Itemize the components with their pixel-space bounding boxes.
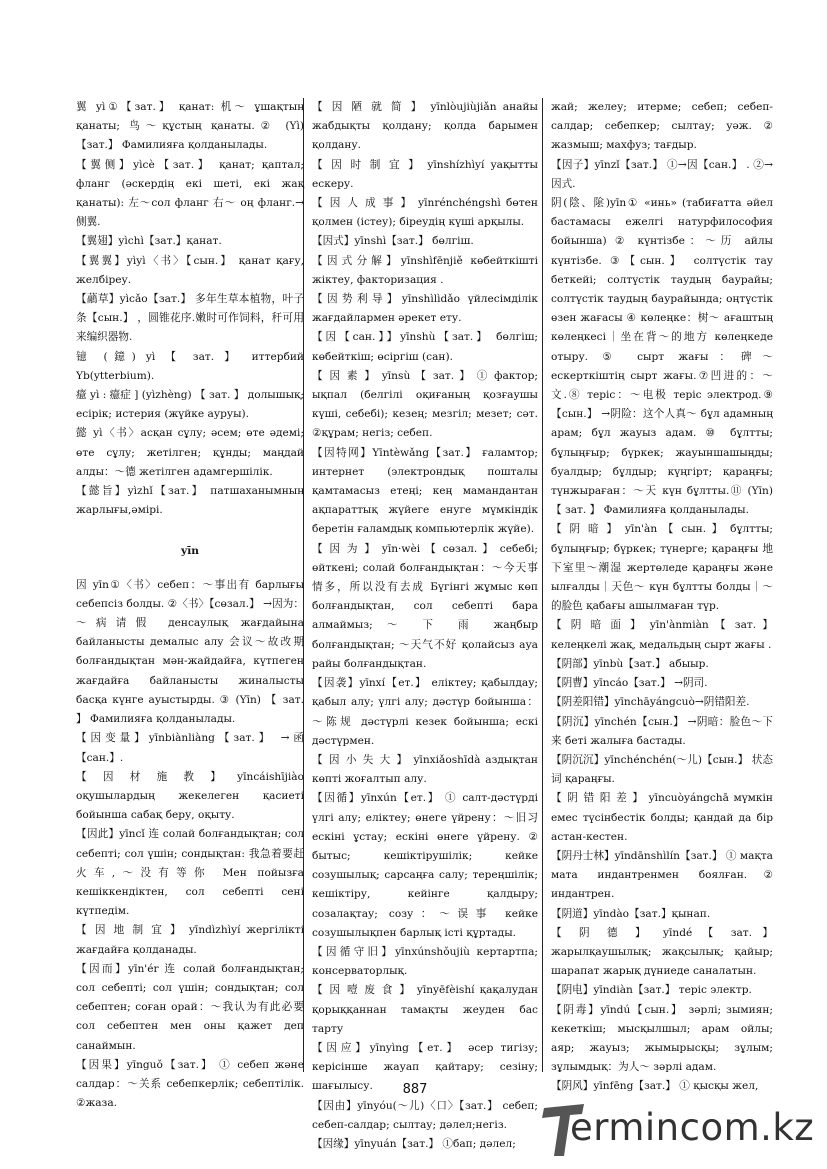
dictionary-entry: 【因式分解】yīnshìfēnjiě көбейткішті жіктеу, факторизация . — [312, 254, 538, 286]
dictionary-entry: 【 阴 暗 面 】 yīn'ànmiàn 【 зат. 】 келеңкелі жақ, медальдың сырт жағы . — [551, 619, 773, 651]
dictionary-entry: 【因袭】yīnxí【ет.】 еліктеу; қабылдау; қабыл алу; үлгі алу; дәстүр бойынша：～陈规 дәстүрлі кезек бойынша; ескі дәстүрмен. — [312, 677, 538, 747]
dictionary-entry: 【阴部】yīnbù【зат.】 абыыр. — [551, 657, 709, 670]
page-number: 887 — [402, 1082, 428, 1097]
dictionary-entry: 【阴电】yīndiàn【зат.】 теріс электр. — [551, 984, 752, 997]
dictionary-entry: 【阴道】yīndào【зат.】қынап. — [551, 907, 711, 920]
dictionary-entry: 【因而】yīn'ér 连 солай болғандықтан; сол себепті; сол үшін; сондықтан; сол себептен; соған орай：～我认为有此必要 сол себептен мен оны қажет деп санаймын. — [76, 962, 304, 1052]
dictionary-entry: 【翼翼】yìyì〈书〉【сын.】 қанат қағу, желбірeу. — [76, 254, 304, 286]
dictionary-entry: 【因特网】Yīntèwǎng【зат.】 ғаламтор; интернет (электрондық пошталы қамтамасыз етеңі; кең мамандантан ақпараттық жүйеге енуге мүмкіндік беретін ғаламдық компьютерлік жүйе). — [312, 446, 538, 536]
logo-text: ermincom.kz — [570, 1106, 815, 1149]
dictionary-entry: 【阴沉沉】yīnchénchén(～儿)【сын.】 状态词 қараңғы. — [551, 753, 773, 786]
dictionary-entry: 【 阴 德 】 yīndé 【 зат. 】 жарылқаушылық; жақсылық; қайыр; шарапат жарық дүниеде саналатын. — [551, 926, 773, 978]
dictionary-entry: 【因循】yīnxún【ет.】 ① салт-дәстүрді үлгі алу; еліктеу; өнеге үйрену：～旧习 ескіні ұстау; ескіні өнеге үйрену. ② бытыс; кешіктірушілік; кейке созушылық; сарсаңға салу; тереңшілік; кешіктіру, кейінге қалдыру; созалақтау; созу：～误事 кейке созушылықпен барлық істі құртады. — [312, 792, 538, 939]
dictionary-entry: 阴(陰、隂)yīn① «инь» (табиғатта әйел бастамасы ежелгі натурфилософия бойынша) ② күнтізбе：～历 айлы күнтізбе. ③【сын.】 солтүстік тау беткейі; солтүстік таудың баурайы; солтүстік таудың баурайында; оңтүстік өзен жағасы ④ көлеңке：树～ ағаштың көлеңкесі｜坐在背～的地方 көлеңкеде отыру. ⑤ сырт жағы：碑～ ескерткіштің сырт жағы.⑦凹进的：～文.⑧ теріс：～电极 теріс электрод.⑨【сын.】 →阴险：这个人真～ бұл адамның арам; бұл жауыз адам. ⑩ бұлтты; бұлыңғыр; бүркек; жауыншашыңды; буалдыр; бұлдыр; күңгірт; қараңғы; түнжыраған：～天 күн бұлтты.⑪ (Yīn) 【 зат. 】 Фамилияға қолданылады. — [551, 197, 773, 517]
dictionary-entry: 【 因 小 失 大 】 yīnxiǎoshīdà аздықтан көпті жоғалтып алу. — [312, 753, 538, 786]
dictionary-entry: 【因变量】yīnbiànliàng【зат.】 →函【сан.】. — [76, 732, 304, 764]
dictionary-entry: 【因缘】yīnyuán【зат.】 ①бап; дәлел; — [312, 1137, 516, 1150]
dictionary-entry: 【阴毒】yīndú【сын.】 зәрлі; зымиян; кекеткіш; мысқылшыл; арам ойлы; аяр; жауыз; жымырысқы; зұлым; зұлымдық：为人～ зәрлі адам. — [551, 1003, 773, 1074]
dictionary-entry: 【 因 为 】 yīn·wèi 【 сөзал. 】 себебі; өйткені; солай болғандықтан：～今天事情多，所以没有去成 Бүгінгі жұмыс көп болғандықтан, сол себепті бара алмаймыз; ～ 下 雨 жаңбыр болғандықтан; ～天气不好 қолайсыз ауа райы болғандықтан. — [312, 542, 538, 670]
dictionary-entry: 【 阴 错 阳 差 】 yīncuòyángchā мүмкін емес түсінбестік болды; қандай да бір астан-кестен. — [551, 792, 773, 843]
dictionary-column-3 — [551, 98, 773, 1097]
dictionary-column-1 — [76, 98, 304, 1113]
section-heading: yīn — [181, 545, 199, 558]
dictionary-entry: жай; желеу; итерме; себеп; себеп-салдар; себепкер; сылтау; уәж. ② жазмыш; махфуз; тағдыр. — [551, 101, 773, 152]
dictionary-entry: 【 因 素 】 yīnsù 【 зат. 】 ① фактор; ықпал (белгілі оқиғаның қозғаушы күші, себебі); кезең; мезгіл; мезет; сәт. ②құрам; негіз; себеп. — [312, 369, 538, 440]
dictionary-entry: 【因此】yīncǐ 连 солай болғандықтан; сол себепті; сол үшін; сондықтан: 我急着要赶火车,～没有等你 Мен пойызға кешіккендіктен, сол себепті сені күтпедім. — [76, 828, 304, 918]
dictionary-entry: 癔 yì : 癔症 ] (yìzhèng) 【 зат. 】 долышық; есірік; истерия (жүйке ауруы). — [76, 389, 304, 421]
dictionary-entry: 【 阴 暗 】 yīn'àn 【 сын. 】 бұлтты; бұлыңғыр; бүркек; түнерге; қараңғы 地下室里～潮湿 жертөледе қараңғы және ылғалды｜天色～ күн бұлтты болды｜～的脸色 қабағы ашылмаған түр. — [551, 523, 773, 613]
dictionary-entry: 【阴风】yīnfēng【зат.】 ① қысқы жел, — [551, 1080, 759, 1093]
dictionary-entry: 【懿旨】yìzhǐ【зат.】 патшаханымның жарлығы,әмірі. — [76, 485, 304, 517]
column-divider — [542, 98, 543, 1072]
dictionary-entry: 【因【сан.】】yīnshù【зат.】 бөлгіш; көбейткіш; өсіргіш (сан). — [312, 331, 538, 363]
dictionary-entry: 【因子】yīnzǐ【зат.】 ①→因【сан.】 . ②→因式. — [551, 158, 773, 190]
dictionary-entry: 【 因 人 成 事 】 yīnrénchéngshì бөтен қолмен (істеу); біреудің күші арқылы. — [312, 197, 538, 229]
dictionary-entry: 【 因 时 制 宜 】 yīnshízhìyí уақытты ескеру. — [312, 158, 538, 190]
dictionary-entry: 【翼翅】yìchì【зат.】қанат. — [76, 235, 222, 248]
dictionary-entry: 【阴差阳错】yīnchāyángcuò→阴错阳差. — [551, 696, 750, 709]
dictionary-entry: 【翼侧】yìcè【зат.】 қанат; қаптал; фланг (әскердің екі шеті, екі жақ қанаты): 左～сол фланг 右～ оң фланг.→侧翼. — [76, 158, 304, 229]
dictionary-entry: 【阴丹士林】yīndānshìlín【зат.】 ① мақта мата индантренмен боялған.② индантрен. — [551, 849, 773, 901]
dictionary-entry: 【因式】yīnshì【зат.】 бөлгіш. — [312, 235, 474, 248]
dictionary-entry: 【 因 材 施 教 】 yīncáishījiào оқушылардың жекелеген қасиеті бойынша сабақ беру, оқыту. — [76, 770, 304, 822]
dictionary-entry: 翼 yì①【зат.】 қанат: 机～ ұшақтың қанаты; 鸟～құстың қанаты.② (Yì)【зат.】 Фамилияға қолданылады. — [76, 101, 304, 152]
dictionary-entry: 【因应】yīnyìng【ет.】 әсер тигізу; керісінше жауап қайтару; сезіну; шағылысу. — [312, 1041, 538, 1093]
dictionary-entry: 【阴曹】yīncáo【зат.】 →阴司. — [551, 677, 708, 690]
dictionary-entry: 【因循守旧】yīnxúnshǒujiù кертартпа; консерваторлық. — [312, 945, 538, 978]
termincom-logo[interactable] — [540, 1102, 820, 1158]
dictionary-entry: 懿 yì〈书〉асқан сұлу; әсем; өте әдемі; өте сұлу; жетілген; құнды; маңдай алды：～德 жетілген адамгершілік. — [76, 427, 304, 478]
dictionary-entry: 因 yīn①〈书〉себеп：～事出有 барлығы себепсіз болды. ②〈书〉【сөзал.】 →因为：～病请假 денсаулық жағдайына байланысты демалыс алу 会议～故改期 болғандықтан мән-жайдайға, күтпеген жағдайға байланысты жиналысты басқа күнге ауыстырды. ③ (Yīn) 【 зат. 】 Фамилияға қолданылады. — [76, 578, 304, 726]
dictionary-entry: 【因由】yīnyóu(～儿)〈口〉【зат.】 себеп; себеп-салдар; сылтау; дәлел;негіз. — [312, 1099, 538, 1131]
dictionary-entry: 【 因 噎 废 食 】 yīnyēfèishí қақалудан қорыққаннан тамақты жеуден бас тарту — [312, 984, 538, 1035]
dictionary-entry: 【 因 地 制 宜 】 yīndìzhìyí жергілікті жағдайға қолданады. — [76, 924, 304, 956]
dictionary-entry: 【 因 陋 就 简 】 yīnlòujiùjiǎn анайы жабдықты қолдану; қолда барымен қолдану. — [312, 101, 538, 152]
dictionary-entry: 镱 (鐿) yì 【 зат. 】 иттербий Yb(ytterbium). — [76, 350, 304, 382]
dictionary-entry: 【阴沉】yīnchén【сын.】 →阴暗：脸色～下来 беті жалыға бастады. — [551, 715, 773, 747]
dictionary-entry: 【虉草】yìcǎo【зат.】 多年生草本植物，叶子条【сын.】 ，圆锥花序.嫩时可作饲料，秆可用来编织器物. — [76, 293, 304, 344]
dictionary-entry: 【因果】yīnguǒ【зат.】 ① себеп және салдар：～关系 себепкерлік; себептілік. ②жаза. — [76, 1058, 304, 1110]
dictionary-column-2 — [312, 98, 538, 1154]
dictionary-entry: 【因势利导】yīnshìlìdǎo үйлесімділік жағдайлармен әрекет ету. — [312, 293, 538, 325]
